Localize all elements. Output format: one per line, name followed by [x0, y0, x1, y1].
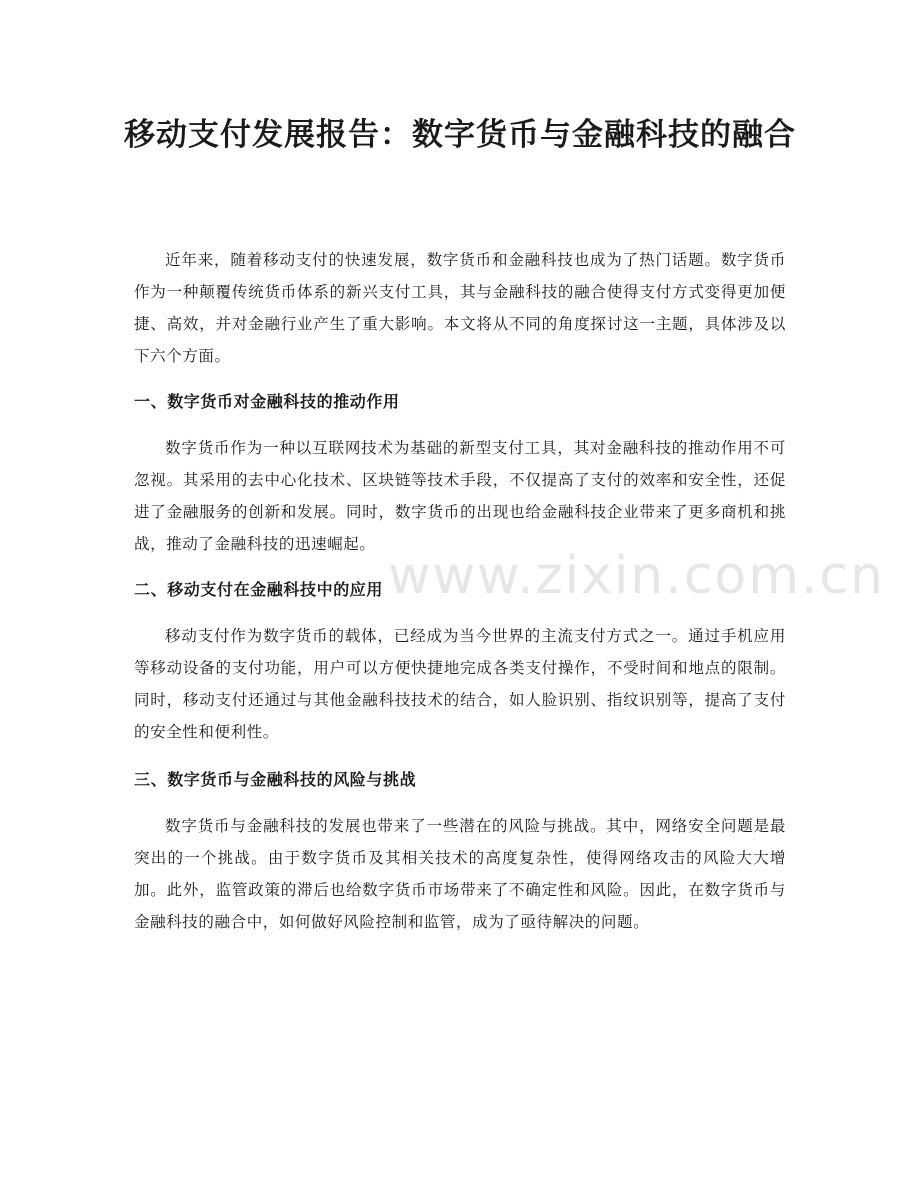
section-heading-1: 一、数字货币对金融科技的推动作用 — [134, 392, 400, 411]
section-body-3: 数字货币与金融科技的发展也带来了一些潜在的风险与挑战。其中，网络安全问题是最突出的一个挑战。由于数字货币及其相关技术的高度复杂性，使得网络攻击的风险大大增加。此外，监管政策的滞后也给数字货币市场带来了不确定性和风险。因此，在数字货币与金融科技的融合中，如何做好风险控制和监管，成为了亟待解决的问题。 — [134, 817, 786, 931]
section-body-2: 移动支付作为数字货币的载体，已经成为当今世界的主流支付方式之一。通过手机应用等移动设备的支付功能，用户可以方便快捷地完成各类支付操作，不受时间和地点的限制。同时，移动支付还通过与其他金融科技技术的结合，如人脸识别、指纹识别等，提高了支付的安全性和便利性。 — [134, 627, 786, 741]
document-body — [134, 244, 786, 938]
document-title: 移动支付发展报告：数字货币与金融科技的融合 — [124, 117, 796, 153]
section-heading-2: 二、移动支付在金融科技中的应用 — [134, 580, 384, 599]
section-heading-3: 三、数字货币与金融科技的风险与挑战 — [134, 770, 417, 789]
watermark-text: www.zixin.com.cn — [388, 546, 885, 606]
intro-paragraph: 近年来，随着移动支付的快速发展，数字货币和金融科技也成为了热门话题。数字货币作为一种颠覆传统货币体系的新兴支付工具，其与金融科技的融合使得支付方式变得更加便捷、高效，并对金融行业产生了重大影响。本文将从不同的角度探讨这一主题，具体涉及以下六个方面。 — [134, 251, 786, 365]
section-body-1: 数字货币作为一种以互联网技术为基础的新型支付工具，其对金融科技的推动作用不可忽视。其采用的去中心化技术、区块链等技术手段，不仅提高了支付的效率和安全性，还促进了金融服务的创新和发展。同时，数字货币的出现也给金融科技企业带来了更多商机和挑战，推动了金融科技的迅速崛起。 — [134, 439, 786, 553]
